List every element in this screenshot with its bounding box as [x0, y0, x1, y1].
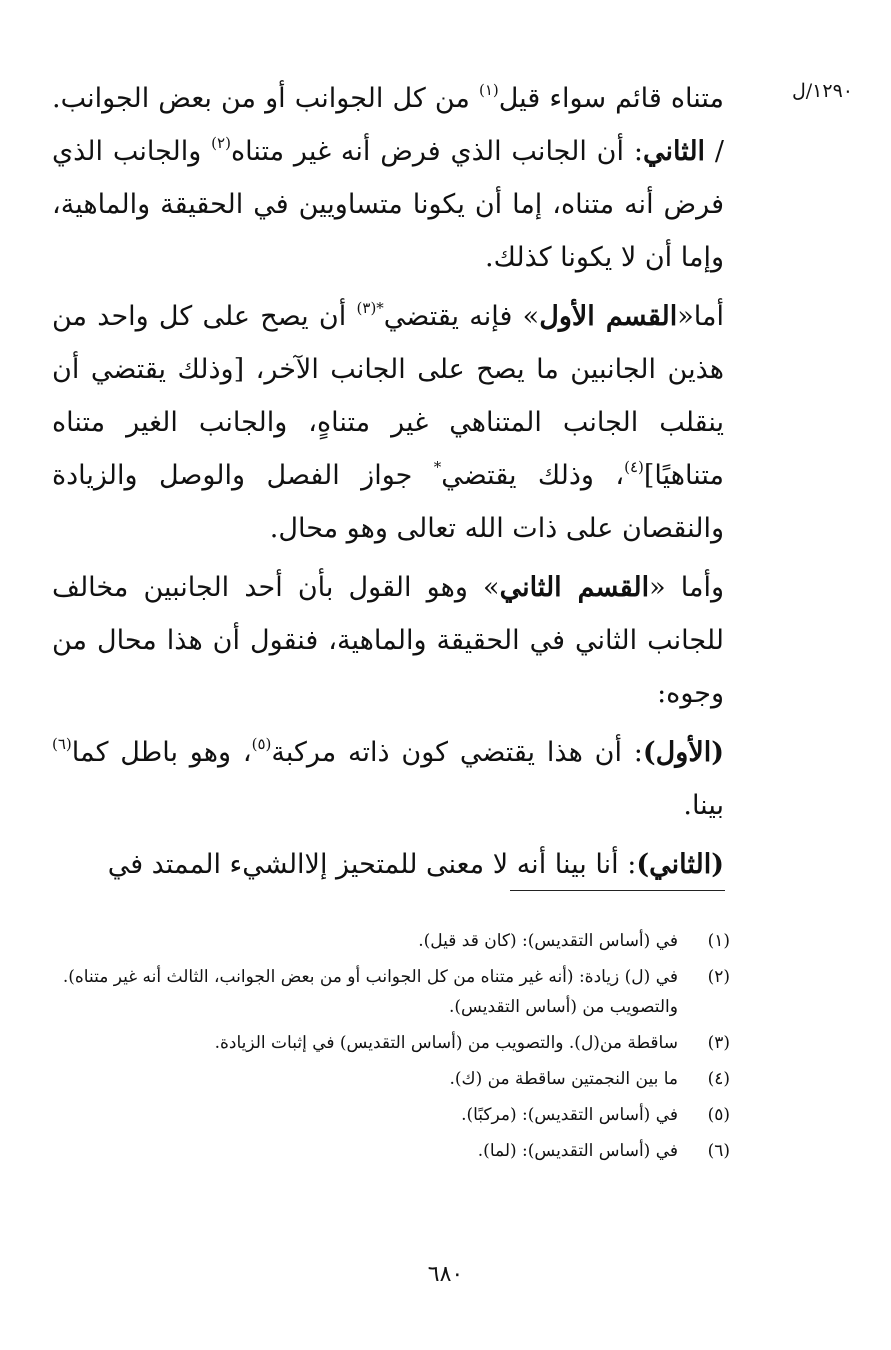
footnote-marker: (٥) — [251, 735, 272, 753]
text-run: وأما « — [649, 572, 724, 603]
footnote-item — [55, 1064, 730, 1094]
text-run: ، وهو باطل كما — [71, 737, 252, 768]
footnote-marker: (٢) — [211, 134, 231, 152]
footnote-divider — [510, 890, 725, 891]
footnote-marker: (٦) — [52, 735, 72, 753]
margin-reference: ١٢٩٠/ل — [791, 80, 853, 102]
footnote-marker: * — [433, 458, 442, 476]
footnote-text: في (أساس التقديس): (كان قد قيل). — [418, 931, 678, 951]
footnote-item — [55, 1100, 730, 1130]
text-run: » وهو القول بأن أحد الجانبين مخالف للجانب الثاني في الحقيقة والماهية، فنقول أن هذا محال من وجوه: — [52, 572, 724, 709]
text-run: والجانب الذي فرض أنه متناه، إما أن يكونا متساويين في الحقيقة والماهية، وإما أن لا يكونا كذلك. — [52, 136, 724, 273]
footnote-number: (٣) — [707, 1033, 730, 1053]
text-run: من كل الجوانب أو من بعض الجوانب. / — [52, 83, 724, 167]
footnote-marker: *(٣) — [356, 299, 384, 317]
footnote-text: في (ل) زيادة: (أنه غير متناه من كل الجوانب أو من بعض الجوانب، الثالث أنه غير متناه). والتصويب من (أساس التقديس). — [62, 967, 678, 1017]
body-paragraph — [52, 726, 724, 832]
text-run: : أن هذا يقتضي كون ذاته مركبة — [271, 737, 643, 768]
text-run: جواز الفصل والوصل والزيادة والنقصان على ذات الله تعالى وهو محال. — [52, 460, 724, 544]
text-run: : أنا بينا أنه لا معنى للمتحيز إلاالشيء الممتد في — [107, 849, 637, 880]
section-heading: (الأول) — [642, 737, 724, 768]
body-paragraph — [52, 561, 724, 720]
footnotes — [55, 926, 730, 1172]
body-paragraph — [52, 838, 724, 891]
text-run: بينا. — [683, 790, 724, 821]
footnote-marker: (١) — [478, 81, 499, 99]
footnote-number: (٥) — [707, 1105, 730, 1125]
footnote-number: (٤) — [707, 1069, 730, 1089]
text-run: أن يصح على كل واحد من هذين الجانبين ما يصح على الجانب الآخر، [وذلك يقتضي أن ينقلب الجانب المتناهي غير متناهٍ، والجانب الغير متناه متناهيًا] — [52, 301, 724, 491]
text-run: أما« — [677, 301, 724, 332]
footnote-marker: (٤) — [624, 458, 644, 476]
section-heading: (الثاني) — [636, 849, 724, 880]
footnote-text: ما بين النجمتين ساقطة من (ك). — [449, 1069, 678, 1089]
body-paragraph — [52, 72, 724, 284]
body-paragraph — [52, 290, 724, 555]
footnote-item — [55, 1136, 730, 1166]
footnote-text: في (أساس التقديس): (لما). — [477, 1141, 678, 1161]
text-run: ، وذلك يقتضي — [441, 460, 625, 491]
text-run: » فإنه يقتضي — [383, 301, 540, 332]
footnote-number: (٦) — [707, 1141, 730, 1161]
footnote-text: في (أساس التقديس): (مركبًا). — [461, 1105, 678, 1125]
text-run: : أن الجانب الذي فرض أنه غير متناه — [230, 136, 643, 167]
footnote-item — [55, 962, 730, 1022]
main-text — [52, 72, 724, 897]
section-heading: القسم الثاني — [499, 572, 650, 603]
footnote-item — [55, 1028, 730, 1058]
section-heading: القسم الأول — [539, 301, 678, 332]
footnote-number: (١) — [707, 931, 730, 951]
text-run: متناه قائم سواء قيل — [498, 83, 725, 114]
page-number: ٦٨٠ — [427, 1262, 464, 1287]
footnote-item — [55, 926, 730, 956]
footnote-number: (٢) — [707, 967, 730, 987]
section-heading: الثاني — [642, 136, 706, 167]
footnote-text: ساقطة من(ل). والتصويب من (أساس التقديس) في إثبات الزيادة. — [214, 1033, 678, 1053]
